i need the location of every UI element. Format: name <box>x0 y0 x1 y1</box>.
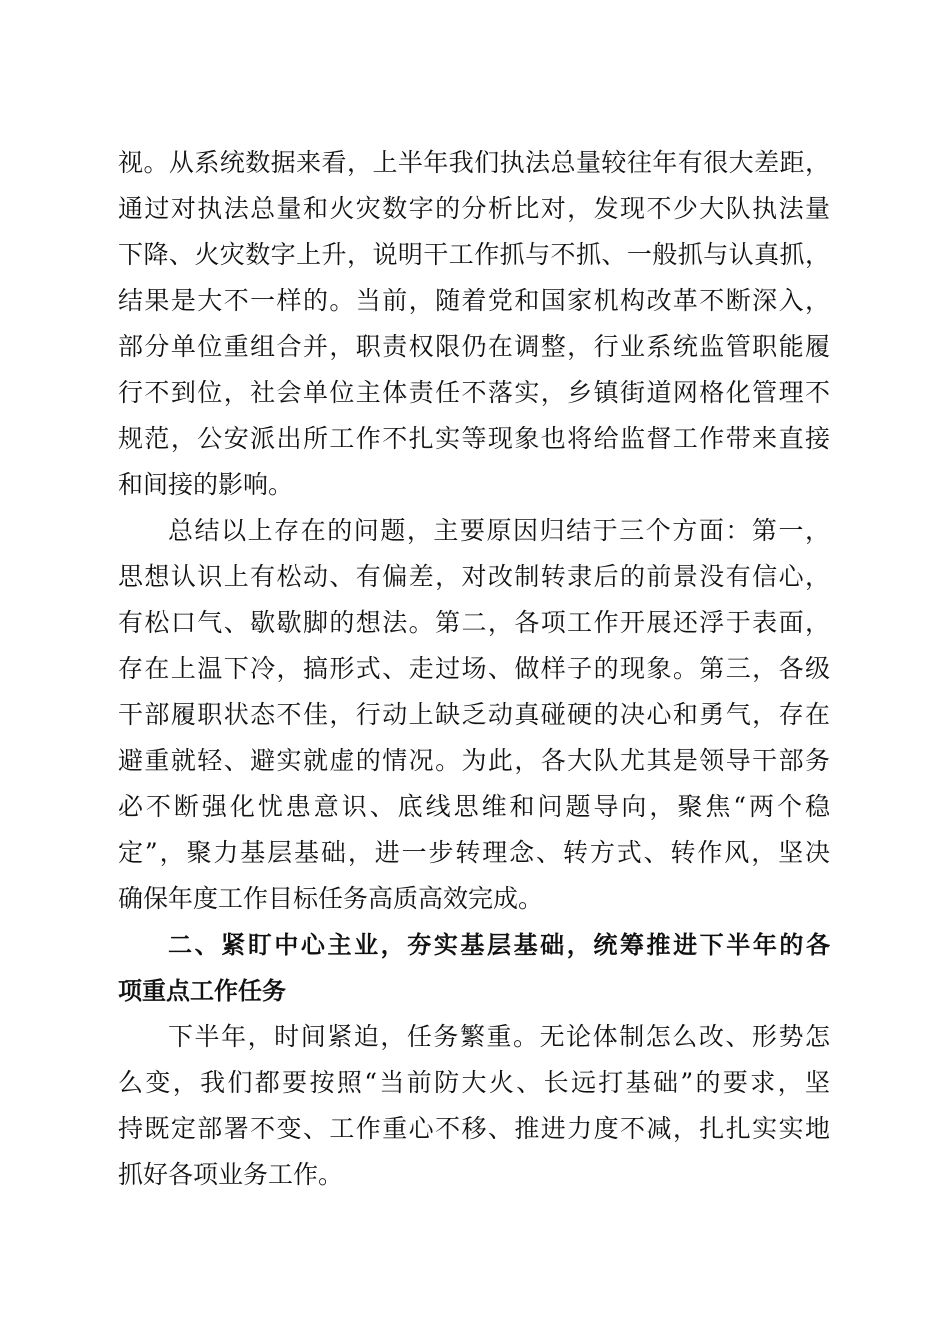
paragraph-3-line-2: 么变，我们都要按照“当前防大火、长远打基础”的要求，坚 <box>118 1068 830 1097</box>
paragraph-3-line-1: 下半年，时间紧迫，任务繁重。无论体制怎么改、形势怎 <box>168 1022 830 1051</box>
paragraph-1-line-7: 规范，公安派出所工作不扎实等现象也将给监督工作带来直接 <box>118 424 830 453</box>
paragraph-2-line-9: 确保年度工作目标任务高质高效完成。 <box>118 884 544 913</box>
paragraph-1-line-2: 通过对执法总量和火灾数字的分析比对，发现不少大队执法量 <box>118 194 830 223</box>
paragraph-2-line-4: 存在上温下冷，搞形式、走过场、做样子的现象。第三，各级 <box>118 654 830 683</box>
paragraph-2-line-6: 避重就轻、避实就虚的情况。为此，各大队尤其是领导干部务 <box>118 746 830 775</box>
paragraph-1-line-1: 视。从系统数据来看，上半年我们执法总量较往年有很大差距， <box>118 148 830 177</box>
paragraph-3-line-3: 持既定部署不变、工作重心不移、推进力度不减，扎扎实实地 <box>118 1114 830 1143</box>
paragraph-2-line-8: 定”，聚力基层基础，进一步转理念、转方式、转作风，坚决 <box>118 838 830 867</box>
paragraph-1-line-4: 结果是大不一样的。当前，随着党和国家机构改革不断深入， <box>118 286 830 315</box>
paragraph-1-line-5: 部分单位重组合并，职责权限仍在调整，行业系统监管职能履 <box>118 332 830 361</box>
paragraph-2-line-5: 干部履职状态不佳，行动上缺乏动真碰硬的决心和勇气，存在 <box>118 700 830 729</box>
section-heading-line-1: 二、紧盯中心主业，夯实基层基础，统筹推进下半年的各 <box>168 931 830 959</box>
paragraph-2-line-3: 有松口气、歇歇脚的想法。第二，各项工作开展还浮于表面， <box>118 608 830 637</box>
paragraph-1-line-8: 和间接的影响。 <box>118 470 294 499</box>
paragraph-2-line-7: 必不断强化忧患意识、底线思维和问题导向，聚焦“两个稳 <box>118 792 830 821</box>
paragraph-1-line-3: 下降、火灾数字上升，说明干工作抓与不抓、一般抓与认真抓， <box>118 240 830 269</box>
paragraph-3-line-4: 抓好各项业务工作。 <box>118 1160 344 1189</box>
paragraph-1-line-6: 行不到位，社会单位主体责任不落实，乡镇街道网格化管理不 <box>118 378 830 407</box>
paragraph-2-line-2: 思想认识上有松动、有偏差，对改制转隶后的前景没有信心， <box>118 562 830 591</box>
section-heading-line-2: 项重点工作任务 <box>118 977 286 1005</box>
paragraph-2-line-1: 总结以上存在的问题，主要原因归结于三个方面：第一， <box>168 516 830 545</box>
